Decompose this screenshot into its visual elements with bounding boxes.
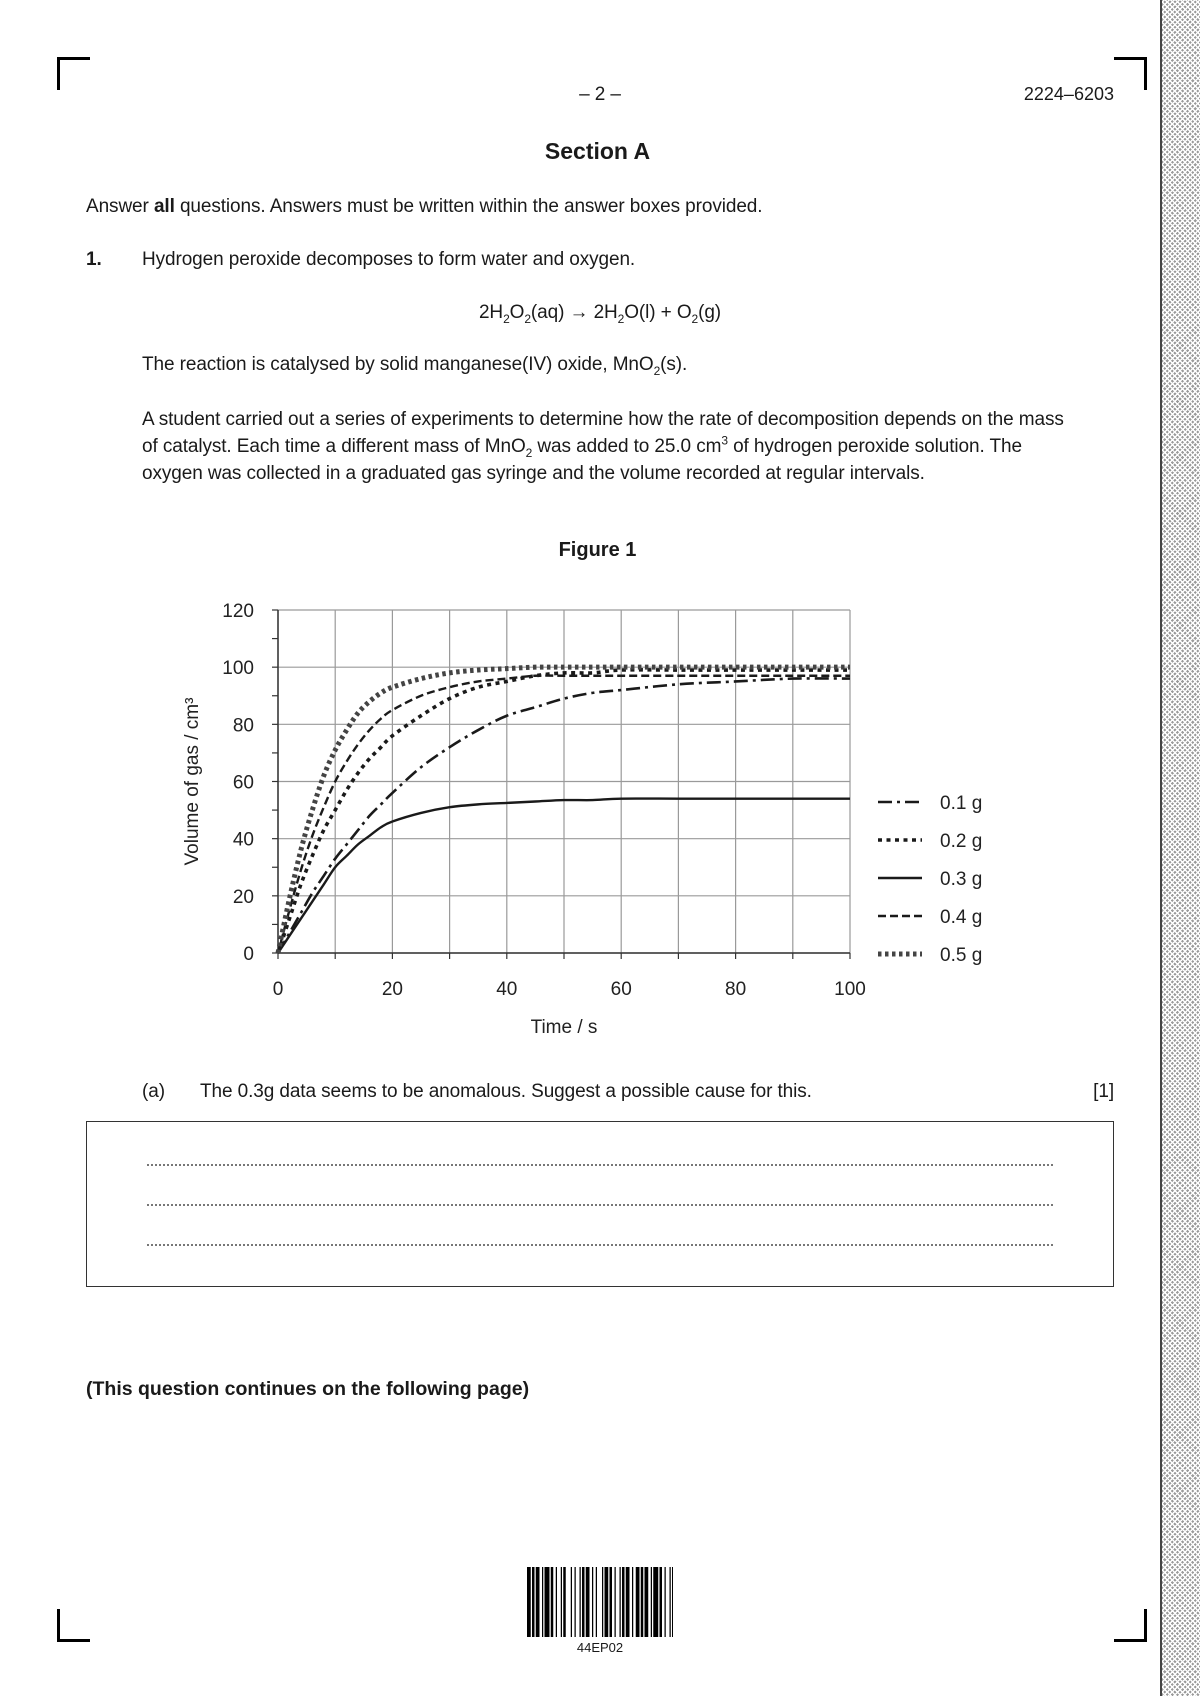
barcode-bar xyxy=(660,1567,663,1637)
question-stem: Hydrogen peroxide decomposes to form water and oxygen. xyxy=(142,249,636,270)
legend-label: 0.2 g xyxy=(940,831,983,852)
answer-line[interactable] xyxy=(147,1204,1053,1206)
legend-label: 0.3 g xyxy=(940,869,983,890)
barcode-bar xyxy=(602,1567,603,1637)
barcode-bar xyxy=(586,1567,590,1637)
barcode-bar xyxy=(670,1567,671,1637)
instructions-emphasis: all xyxy=(153,196,175,217)
y-tick-label: 60 xyxy=(232,772,254,794)
y-tick-label: 80 xyxy=(232,715,254,737)
barcode-bar xyxy=(615,1567,616,1637)
barcode-bar xyxy=(582,1567,585,1637)
barcode-bar xyxy=(545,1567,550,1637)
equation-subscript: 2 xyxy=(524,311,531,326)
y-axis-label: Volume of gas / cm³ xyxy=(182,697,203,866)
binding-strip xyxy=(1160,0,1200,1696)
barcode-bar xyxy=(641,1567,644,1637)
x-tick-label: 100 xyxy=(834,979,866,1000)
barcode-bar xyxy=(580,1567,581,1637)
section-title: Section A xyxy=(544,138,651,164)
equation-part: (aq) xyxy=(530,302,565,323)
y-tick-label: 120 xyxy=(222,601,254,622)
paragraph-text: of hydrogen peroxide solution. The oxygen was collected in a graduated gas syringe and the volume recorded at regular intervals. xyxy=(142,436,1022,484)
barcode-bar xyxy=(610,1567,613,1637)
barcode-bar xyxy=(622,1567,625,1637)
paragraph-subscript: 2 xyxy=(525,445,533,460)
x-tick-label: 20 xyxy=(381,979,403,1000)
barcode-bar xyxy=(645,1567,649,1637)
equation-subscript: 2 xyxy=(503,311,510,326)
x-tick-label: 0 xyxy=(272,979,284,1000)
barcode-bar xyxy=(542,1567,543,1637)
catalyst-text: (s). xyxy=(660,354,688,375)
crop-mark-bottom-right xyxy=(1114,1609,1147,1642)
equation-part: O(l) + O xyxy=(624,302,692,323)
barcode-bar xyxy=(651,1567,652,1637)
y-tick-label: 40 xyxy=(232,829,254,851)
barcode-bar xyxy=(551,1567,554,1637)
barcode-bar xyxy=(632,1567,633,1637)
barcode-bar xyxy=(620,1567,621,1637)
equation-subscript: 2 xyxy=(691,311,699,326)
y-tick-label: 100 xyxy=(222,658,254,680)
barcode-bar xyxy=(636,1567,640,1637)
barcode-bar xyxy=(556,1567,557,1637)
barcode-bar xyxy=(653,1567,658,1637)
barcode-bar xyxy=(596,1567,597,1637)
y-tick-label: 0 xyxy=(243,944,254,965)
barcode-bar xyxy=(536,1567,540,1637)
equation-part: (g) xyxy=(698,302,722,323)
catalyst-subscript: 2 xyxy=(653,363,661,378)
barcode-bar xyxy=(665,1567,666,1637)
marks-allocation: [1] xyxy=(1093,1081,1114,1102)
barcode-bar xyxy=(592,1567,593,1637)
subquestion-text: The 0.3g data seems to be anomalous. Suggest a possible cause for this. xyxy=(200,1081,812,1102)
question-number: 1. xyxy=(86,249,102,270)
equation-subscript: 2 xyxy=(617,311,625,326)
barcode-bar xyxy=(605,1567,609,1637)
barcode-bar xyxy=(571,1567,572,1637)
paragraph-text: was added to 25.0 cm xyxy=(532,436,722,457)
equation-part: 2H xyxy=(593,302,618,323)
subquestion-label: (a) xyxy=(142,1081,165,1102)
barcode-bar xyxy=(561,1567,562,1637)
y-tick-label: 20 xyxy=(232,886,254,908)
x-tick-label: 40 xyxy=(496,979,518,1000)
barcode-bar xyxy=(563,1567,566,1637)
barcode-image xyxy=(527,1567,673,1637)
answer-line[interactable] xyxy=(147,1164,1053,1166)
legend-label: 0.5 g xyxy=(940,945,983,966)
paragraph-superscript: 3 xyxy=(721,433,728,448)
paper-code: 2224–6203 xyxy=(1023,84,1114,104)
equation-part: 2H xyxy=(478,302,504,323)
x-axis-label: Time / s xyxy=(530,1017,598,1038)
reaction-arrow: → xyxy=(564,302,594,323)
crop-mark-bottom-left xyxy=(57,1609,90,1642)
barcode-bar xyxy=(575,1567,576,1637)
barcode-bar xyxy=(527,1567,531,1637)
instructions-text-end: questions. Answers must be written within the answer boxes provided. xyxy=(174,196,763,217)
paragraph-text: A student carried out a series of experiments to determine how the rate of decomposition depends on the mass of catalyst. Each time a different mass of MnO xyxy=(142,409,1064,457)
answer-line[interactable] xyxy=(147,1244,1053,1246)
barcode-bar xyxy=(626,1567,630,1637)
instructions-text-start: Answer xyxy=(86,196,154,217)
x-tick-label: 80 xyxy=(725,979,747,1000)
answer-box[interactable] xyxy=(86,1121,1114,1287)
x-tick-label: 60 xyxy=(610,979,632,1000)
barcode-bar xyxy=(672,1567,673,1637)
catalyst-text: The reaction is catalysed by solid manganese(IV) oxide, MnO xyxy=(142,354,654,375)
legend-label: 0.4 g xyxy=(940,907,983,928)
figure-title: Figure 1 xyxy=(558,539,637,561)
legend-label: 0.1 g xyxy=(940,793,983,814)
barcode-text: 44EP02 xyxy=(576,1640,624,1655)
equation-part: O xyxy=(509,302,525,323)
page-number: – 2 – xyxy=(579,84,621,105)
barcode-bar xyxy=(532,1567,535,1637)
continues-note: (This question continues on the following page) xyxy=(86,1378,530,1400)
